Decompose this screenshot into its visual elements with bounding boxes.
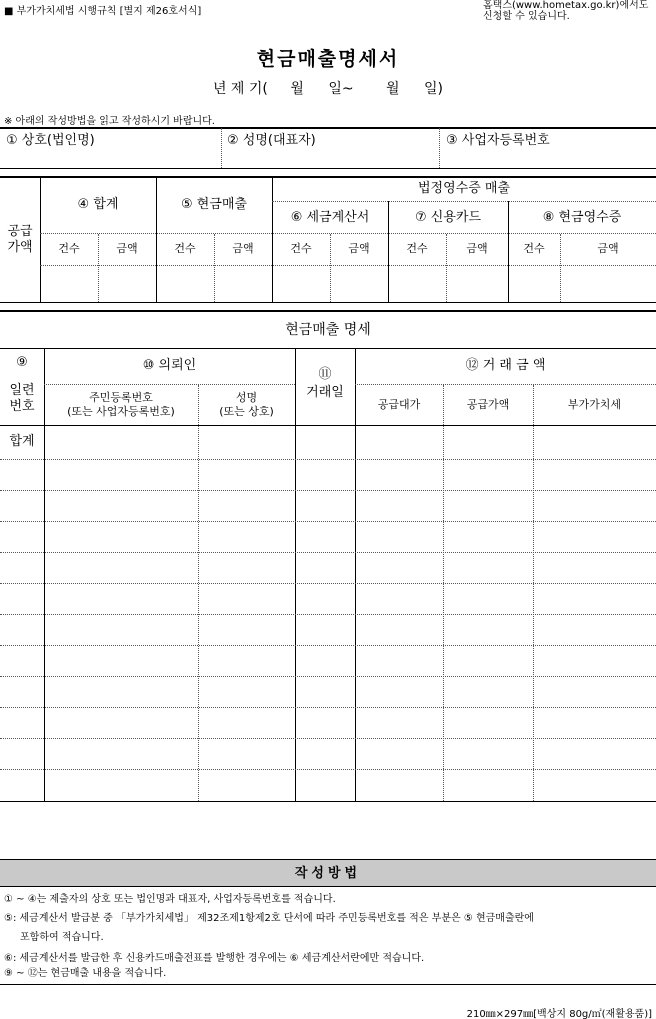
divider	[439, 128, 440, 168]
period-month-1: 월	[290, 81, 304, 97]
credit-card-header: ⑦ 신용카드	[414, 210, 482, 225]
method-line: ① ~ ④는 제출자의 상호 또는 법인명과 대표자, 사업자등록번호를 적습니다.	[4, 894, 336, 905]
vat-header: 부가가치세	[567, 398, 622, 411]
client-name-header: 성명 (또는 상호)	[219, 391, 274, 418]
rule	[0, 168, 656, 169]
count-header: 건수	[523, 242, 545, 255]
period-day-2: 일)	[424, 81, 444, 97]
period-day-1: 일~	[328, 81, 354, 97]
method-line: 포함하여 적습니다.	[20, 932, 104, 943]
instruction-note: ※ 아래의 작성방법을 읽고 작성하시기 바랍니다.	[4, 116, 215, 127]
amount-header: 금액	[116, 242, 138, 255]
amount-header: 금액	[597, 242, 619, 255]
amount-header: 금액	[232, 242, 254, 255]
serial-number-header: 일련 번호	[9, 383, 35, 414]
amount-header: 금액	[348, 242, 370, 255]
serial-number-marker: ⑨	[16, 355, 28, 370]
company-name-label: ① 상호(법인명)	[6, 133, 95, 148]
representative-label: ② 성명(대표자)	[227, 133, 316, 148]
count-header: 건수	[58, 242, 80, 255]
paper-spec: 210㎜×297㎜[백상지 80g/㎡(재활용품)]	[466, 1009, 652, 1019]
supply-value-header: 공급가액	[466, 398, 510, 411]
business-number-label: ③ 사업자등록번호	[446, 133, 550, 148]
count-header: 건수	[174, 242, 196, 255]
cash-receipt-header: ⑧ 현금영수증	[542, 210, 622, 225]
period-year: 년 제 기(	[212, 81, 268, 97]
total-row-label: 합계	[9, 434, 35, 449]
amount-header: 금액	[466, 242, 488, 255]
divider	[221, 128, 222, 168]
writing-method-title: 작성방법	[0, 859, 656, 887]
trade-date-marker: ⑪	[318, 367, 332, 382]
trade-amount-header: ⑫ 거 래 금 액	[465, 358, 546, 373]
client-id-header: 주민등록번호 (또는 사업자등록번호)	[67, 391, 175, 418]
supply-value-label: 공급 가액	[7, 224, 33, 255]
cash-sales-detail-title: 현금매출 명세	[285, 322, 371, 338]
supply-price-header: 공급대가	[377, 398, 421, 411]
tax-period	[0, 78, 656, 98]
document-title: 현금매출명세서	[256, 48, 400, 70]
rule	[0, 127, 656, 129]
client-header: ⑩ 의뢰인	[142, 358, 197, 373]
method-line: ⑨ ~ ⑫는 현금매출 내용을 적습니다.	[4, 968, 167, 979]
hometax-line-2: 신청할 수 있습니다.	[483, 11, 570, 22]
total-header: ④ 합계	[77, 197, 119, 212]
trade-date-header: 거래일	[306, 385, 344, 400]
method-line: ⑥: 세금계산서를 발급한 후 신용카드매출전표를 발행한 경우에는 ⑥ 세금계산서란에만 적습니다.	[4, 953, 425, 964]
tax-invoice-header: ⑥ 세금계산서	[290, 210, 370, 225]
period-month-2: 월	[386, 81, 400, 97]
method-line: ⑤: 세금계산서 발급분 중 「부가가치세법」 제32조제1항제2호 단서에 따라 주민등록번호를 적은 부분은 ⑤ 현금매출란에	[4, 913, 534, 924]
legal-receipt-header: 법정영수증 매출	[417, 181, 511, 196]
cash-sales-header: ⑤ 현금매출	[180, 197, 248, 212]
form-reference: ■ 부가가치세법 시행규칙 [별지 제26호서식]	[4, 6, 202, 17]
count-header: 건수	[406, 242, 428, 255]
count-header: 건수	[290, 242, 312, 255]
hometax-notice	[483, 0, 655, 22]
hometax-line-1: 홈택스(www.hometax.go.kr)에서도	[483, 0, 649, 11]
